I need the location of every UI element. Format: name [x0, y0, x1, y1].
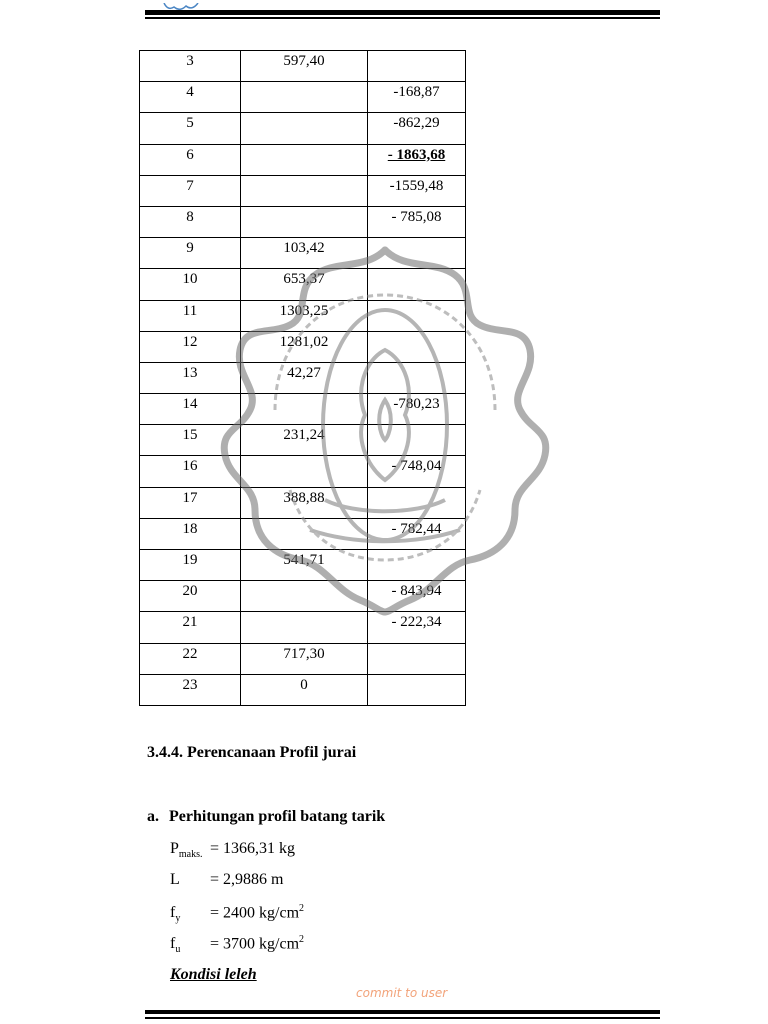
table-row: [140, 144, 466, 175]
subsection-text: Perhitungan profil batang tarik: [169, 808, 386, 825]
compression-force-cell: [368, 425, 466, 456]
table-row: [140, 300, 466, 331]
member-number-cell: 5: [140, 113, 241, 144]
footer-rule-thin: [145, 1017, 660, 1019]
tension-force-cell: [241, 113, 368, 144]
compression-force-cell: - 785,08: [368, 206, 466, 237]
tension-force-cell: 1281,02: [241, 331, 368, 362]
param-l: L = 2,9886 m: [170, 871, 284, 888]
compression-force-cell: [368, 300, 466, 331]
member-number-cell: 11: [140, 300, 241, 331]
tension-force-cell: 42,27: [241, 362, 368, 393]
table-row: [140, 331, 466, 362]
param-fu: $f_u = 3700$ $kg/cm^2$: [170, 934, 305, 956]
compression-force-cell: - 782,44: [368, 518, 466, 549]
table-row: [140, 82, 466, 113]
param-fy: $f_y = 2400$ $kg/cm^2$: [170, 903, 305, 925]
compression-force-cell: - 1863,68: [368, 144, 466, 175]
member-number-cell: 21: [140, 612, 241, 643]
member-number-cell: 12: [140, 331, 241, 362]
section-heading: 3.4.4. Perencanaan Profil jurai: [147, 744, 357, 761]
tension-force-cell: 0: [241, 674, 368, 705]
member-number-cell: 7: [140, 175, 241, 206]
table-row: [140, 518, 466, 549]
member-number-cell: 19: [140, 550, 241, 581]
compression-force-cell: [368, 487, 466, 518]
compression-force-cell: - 222,34: [368, 612, 466, 643]
table-row: [140, 175, 466, 206]
member-number-cell: 4: [140, 82, 241, 113]
tension-force-cell: [241, 456, 368, 487]
member-number-cell: 9: [140, 238, 241, 269]
compression-force-cell: [368, 269, 466, 300]
compression-force-cell: -862,29: [368, 113, 466, 144]
table-row: [140, 674, 466, 705]
tension-force-cell: 717,30: [241, 643, 368, 674]
table-row: [140, 113, 466, 144]
table-row: [140, 206, 466, 237]
member-number-cell: 8: [140, 206, 241, 237]
compression-force-cell: -168,87: [368, 82, 466, 113]
table-row: [140, 362, 466, 393]
tension-force-cell: [241, 518, 368, 549]
footer-rule-thick: [145, 1010, 660, 1014]
table-row: [140, 612, 466, 643]
subsection-label: a.: [147, 808, 159, 825]
table-row: [140, 425, 466, 456]
subsection-title: [147, 808, 385, 826]
compression-force-cell: [368, 51, 466, 82]
member-number-cell: 13: [140, 362, 241, 393]
member-number-cell: 6: [140, 144, 241, 175]
compression-force-cell: [368, 550, 466, 581]
tension-force-cell: 597,40: [241, 51, 368, 82]
compression-force-cell: [368, 238, 466, 269]
member-number-cell: 17: [140, 487, 241, 518]
compression-force-cell: [368, 674, 466, 705]
tension-force-cell: [241, 206, 368, 237]
header-rule-thin: [145, 17, 660, 19]
compression-force-cell: [368, 643, 466, 674]
compression-force-cell: [368, 362, 466, 393]
tension-force-cell: [241, 581, 368, 612]
compression-force-cell: [368, 331, 466, 362]
tension-force-cell: 1303,25: [241, 300, 368, 331]
tension-force-cell: 388,88: [241, 487, 368, 518]
member-number-cell: 15: [140, 425, 241, 456]
table-row: [140, 394, 466, 425]
member-number-cell: 20: [140, 581, 241, 612]
kondisi-leleh-heading: Kondisi leleh: [170, 966, 257, 983]
table-row: [140, 456, 466, 487]
tension-force-cell: 541,71: [241, 550, 368, 581]
member-number-cell: 22: [140, 643, 241, 674]
member-number-cell: 16: [140, 456, 241, 487]
tension-force-cell: [241, 144, 368, 175]
tension-force-cell: 653,37: [241, 269, 368, 300]
table-row: [140, 238, 466, 269]
param-pmaks: $P_{maks.} = 1366,31$ kg: [170, 840, 296, 861]
tension-force-cell: [241, 175, 368, 206]
member-number-cell: 10: [140, 269, 241, 300]
table-row: [140, 643, 466, 674]
tension-force-cell: 231,24: [241, 425, 368, 456]
footer-note: commit to user: [356, 986, 448, 1000]
force-table: [139, 50, 466, 706]
header-logo-fragment: [160, 0, 200, 10]
table-row: [140, 487, 466, 518]
compression-force-cell: - 748,04: [368, 456, 466, 487]
table-row: [140, 269, 466, 300]
compression-force-cell: -780,23: [368, 394, 466, 425]
compression-force-cell: - 843,94: [368, 581, 466, 612]
tension-force-cell: [241, 394, 368, 425]
compression-force-cell: -1559,48: [368, 175, 466, 206]
tension-force-cell: 103,42: [241, 238, 368, 269]
header-rule-thick: [145, 10, 660, 15]
member-number-cell: 18: [140, 518, 241, 549]
table-row: [140, 550, 466, 581]
tension-force-cell: [241, 612, 368, 643]
member-number-cell: 3: [140, 51, 241, 82]
member-number-cell: 14: [140, 394, 241, 425]
member-number-cell: 23: [140, 674, 241, 705]
tension-force-cell: [241, 82, 368, 113]
table-row: [140, 581, 466, 612]
table-row: [140, 51, 466, 82]
